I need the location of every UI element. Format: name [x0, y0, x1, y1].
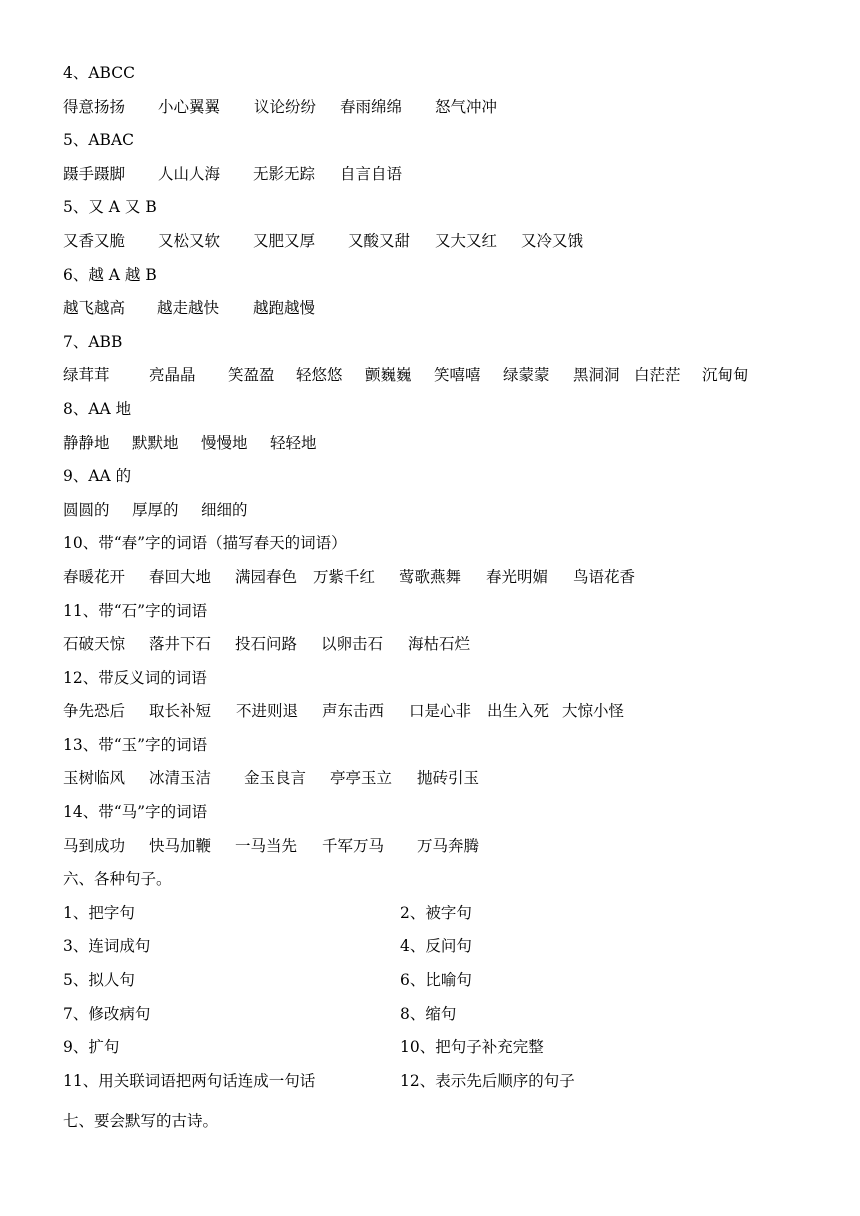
word: 颤巍巍	[365, 366, 412, 385]
word-list	[63, 363, 823, 397]
word: 又酸又甜	[348, 231, 411, 250]
word: 大惊小怪	[562, 702, 625, 721]
document-page	[63, 61, 823, 1142]
word: 厚厚的	[132, 500, 179, 519]
word: 以卵击石	[321, 635, 384, 654]
word-list	[63, 834, 823, 868]
word: 黑洞洞	[573, 366, 620, 385]
word-list	[63, 699, 823, 733]
word: 小心翼翼	[158, 97, 221, 116]
word: 石破天惊	[63, 635, 126, 654]
section-heading: 6、越 A 越 B	[63, 265, 157, 284]
word-list	[63, 632, 823, 666]
word: 轻轻地	[270, 433, 317, 452]
sentence-type-row	[63, 1069, 823, 1109]
sentence-type: 5、拟人句	[63, 971, 135, 990]
word: 争先恐后	[63, 702, 126, 721]
section-heading: 14、带“马”字的词语	[63, 803, 208, 822]
word: 满园春色	[235, 567, 298, 586]
sentence-type-row	[63, 901, 823, 935]
word: 金玉良言	[244, 769, 307, 788]
word: 又松又软	[158, 231, 221, 250]
sentence-type: 9、扩句	[63, 1038, 120, 1057]
word: 千军万马	[322, 836, 385, 855]
word: 冰清玉洁	[149, 769, 212, 788]
sentence-type: 4、反问句	[400, 937, 472, 956]
word-list	[63, 229, 823, 263]
word: 绿茸茸	[63, 366, 110, 385]
word: 抛砖引玉	[417, 769, 480, 788]
word: 万马奔腾	[417, 836, 480, 855]
word: 快马加鞭	[149, 836, 212, 855]
word: 不进则退	[236, 702, 299, 721]
word: 莺歌燕舞	[399, 567, 462, 586]
word: 万紫千红	[313, 567, 376, 586]
section-heading: 11、带“石”字的词语	[63, 601, 208, 620]
section-heading: 5、ABAC	[63, 131, 134, 150]
word: 无影无踪	[253, 164, 316, 183]
word: 落井下石	[149, 635, 212, 654]
word: 怒气冲冲	[435, 97, 498, 116]
word: 白茫茫	[634, 366, 681, 385]
word: 声东击西	[322, 702, 385, 721]
sentence-type: 2、被字句	[400, 903, 472, 922]
word-list	[63, 296, 823, 330]
part-heading: 七、要会默写的古诗。	[63, 1111, 219, 1130]
word: 春雨绵绵	[340, 97, 403, 116]
word: 亮晶晶	[149, 366, 196, 385]
word: 春暖花开	[63, 567, 126, 586]
word: 春回大地	[149, 567, 212, 586]
sentence-type: 11、用关联词语把两句话连成一句话	[63, 1071, 316, 1090]
word: 玉树临风	[63, 769, 126, 788]
word: 海枯石烂	[408, 635, 471, 654]
word: 越跑越慢	[253, 299, 316, 318]
word: 一马当先	[235, 836, 298, 855]
section-heading: 9、AA 的	[63, 467, 132, 486]
word: 越走越快	[157, 299, 220, 318]
section-heading: 10、带“春”字的词语（描写春天的词语）	[63, 534, 347, 553]
word: 绿蒙蒙	[503, 366, 550, 385]
sentence-type: 1、把字句	[63, 903, 135, 922]
word: 又香又脆	[63, 231, 126, 250]
word: 又冷又饿	[521, 231, 584, 250]
word: 轻悠悠	[296, 366, 343, 385]
word: 笑盈盈	[228, 366, 275, 385]
word: 投石问路	[235, 635, 298, 654]
sentence-type: 12、表示先后顺序的句子	[400, 1071, 575, 1090]
word: 又大又红	[435, 231, 498, 250]
sentence-type: 10、把句子补充完整	[400, 1038, 544, 1057]
word-list	[63, 162, 823, 196]
sentence-type: 7、修改病句	[63, 1004, 151, 1023]
word-list	[63, 565, 823, 599]
sentence-type: 3、连词成句	[63, 937, 151, 956]
sentence-type-row	[63, 1002, 823, 1036]
word: 又肥又厚	[253, 231, 316, 250]
word: 圆圆的	[63, 500, 110, 519]
word-list	[63, 95, 823, 129]
word: 细细的	[201, 500, 248, 519]
word: 取长补短	[149, 702, 212, 721]
word: 越飞越高	[63, 299, 126, 318]
part-heading: 六、各种句子。	[63, 870, 172, 889]
word-list	[63, 766, 823, 800]
section-heading: 4、ABCC	[63, 64, 135, 82]
sentence-type: 8、缩句	[400, 1004, 457, 1023]
word: 笑嘻嘻	[434, 366, 481, 385]
word: 议论纷纷	[254, 97, 317, 116]
section-heading: 7、ABB	[63, 332, 123, 351]
word: 马到成功	[63, 836, 126, 855]
word: 亭亭玉立	[330, 769, 393, 788]
word: 人山人海	[158, 164, 221, 183]
section-heading: 13、带“玉”字的词语	[63, 735, 208, 754]
word: 静静地	[63, 433, 110, 452]
word: 自言自语	[340, 164, 403, 183]
word: 蹑手蹑脚	[63, 164, 126, 183]
word: 沉甸甸	[702, 366, 749, 385]
sentence-type-row	[63, 968, 823, 1002]
section-heading: 12、带反义词的词语	[63, 668, 207, 687]
word: 春光明媚	[486, 567, 549, 586]
section-heading: 5、又 A 又 B	[63, 198, 157, 217]
word: 出生入死	[487, 702, 550, 721]
word: 默默地	[132, 433, 179, 452]
word-list	[63, 431, 823, 465]
word: 鸟语花香	[573, 567, 636, 586]
word: 口是心非	[409, 702, 472, 721]
word: 慢慢地	[201, 433, 248, 452]
section-heading: 8、AA 地	[63, 399, 132, 418]
word-list	[63, 498, 823, 532]
word: 得意扬扬	[63, 97, 126, 116]
sentence-type: 6、比喻句	[400, 971, 472, 990]
sentence-type-row	[63, 934, 823, 968]
sentence-type-row	[63, 1035, 823, 1069]
